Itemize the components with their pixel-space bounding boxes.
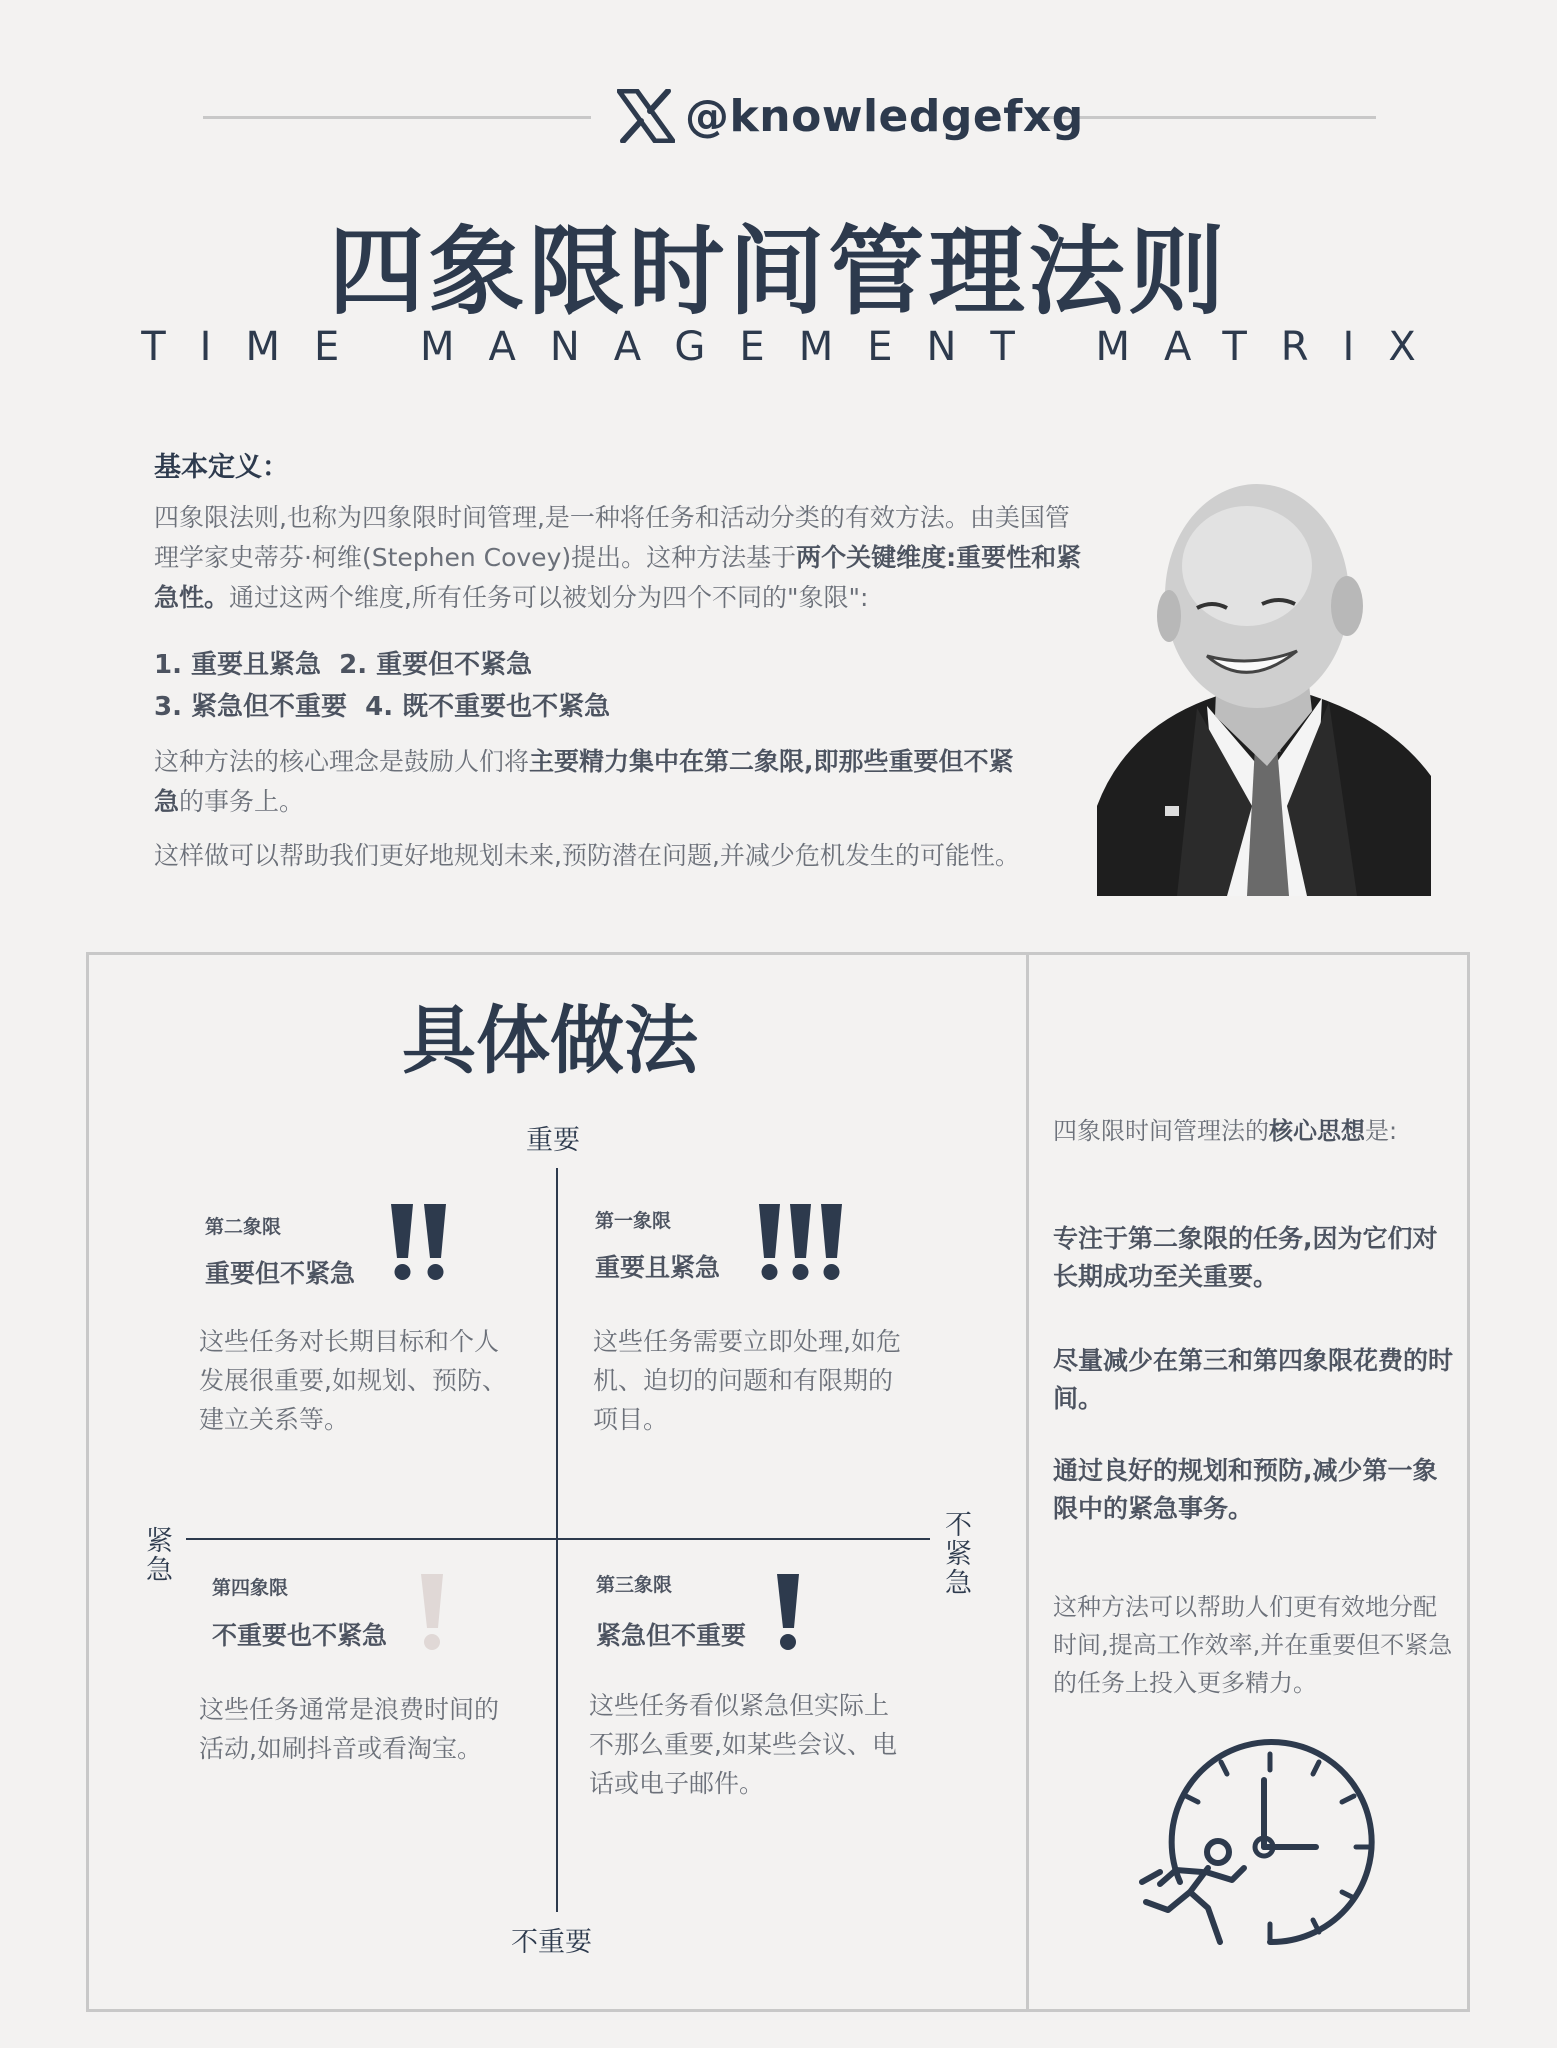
q4-name: 不重要也不紧急 [212, 1621, 388, 1650]
definition-heading: 基本定义： [154, 452, 289, 483]
q1-description: 这些任务需要立即处理,如危机、迫切的问题和有限期的项目。 [593, 1327, 901, 1434]
double-exclamation-icon [388, 1202, 450, 1282]
definition-section [154, 448, 1084, 876]
quadrant-list [154, 644, 1084, 728]
q2-name: 重要但不紧急 [205, 1259, 356, 1288]
axis-label-bottom: 不重要 [511, 1927, 592, 1958]
single-exclamation-icon [774, 1572, 802, 1652]
core-point-3: 通过良好的规划和预防,减少第一象限中的紧急事务。 [1053, 1456, 1438, 1523]
core-text-c: 的事务上。 [179, 787, 305, 816]
intro-text-bold: 核心思想 [1269, 1117, 1365, 1145]
benefit-paragraph: 这样做可以帮助我们更好地规划未来,预防潜在问题,并减少危机发生的可能性。 [154, 841, 1020, 870]
core-point-1: 专注于第二象限的任务,因为它们对长期成功至关重要。 [1053, 1224, 1438, 1291]
core-idea-intro [1053, 1112, 1453, 1150]
quadrant-list-line-2: 3. 紧急但不重要 4. 既不重要也不紧急 [154, 692, 611, 722]
q4-number: 第四象限 [212, 1577, 289, 1599]
core-idea-paragraph [154, 742, 1034, 822]
handle-text: @knowledgefxg [685, 90, 1084, 142]
header-rule-right [1034, 116, 1376, 119]
axis-label-top: 重要 [526, 1125, 580, 1156]
importance-axis [556, 1168, 558, 1912]
social-handle[interactable] [617, 84, 1084, 148]
axis-label-right: 不紧急 [940, 1510, 971, 1597]
q2-number: 第二象限 [205, 1216, 282, 1238]
definition-text-c: 通过这两个维度,所有任务可以被划分为四个不同的"象限": [229, 583, 869, 612]
axis-label-left: 紧急 [141, 1526, 172, 1584]
header-rule-left [203, 116, 591, 119]
core-point-2: 尽量减少在第三和第四象限花费的时间。 [1053, 1346, 1454, 1413]
urgency-axis [186, 1538, 930, 1540]
definition-text-a: 四象限法则,也称为四象限时间管理,是一种将任务和活动分类的有效方法。由美国管理学家史蒂芬·柯维(Stephen Covey)提出。这种方法基于 [154, 503, 1070, 572]
intro-text-c: 是: [1365, 1117, 1398, 1145]
core-text-bold: 主要精力集中在第二象限,即那些重要但不紧急 [154, 747, 1014, 816]
clock-running-person-icon [1120, 1732, 1400, 1962]
summary-text: 这种方法可以帮助人们更有效地分配时间,提高工作效率,并在重要但不紧急的任务上投入更多精力。 [1053, 1593, 1453, 1697]
portrait-image [1097, 476, 1431, 896]
q3-description: 这些任务看似紧急但实际上不那么重要,如某些会议、电话或电子邮件。 [589, 1691, 897, 1798]
section-title: 具体做法 [402, 998, 698, 1084]
q1-name: 重要且紧急 [595, 1253, 721, 1282]
definition-paragraph [154, 498, 1084, 618]
intro-text-a: 四象限时间管理法的 [1053, 1117, 1269, 1145]
faded-exclamation-icon [418, 1572, 446, 1652]
q3-number: 第三象限 [596, 1574, 673, 1596]
panel-divider [1026, 952, 1029, 2012]
core-text-a: 这种方法的核心理念是鼓励人们将 [154, 747, 530, 776]
q3-name: 紧急但不重要 [596, 1621, 747, 1650]
q4-description: 这些任务通常是浪费时间的活动,如刷抖音或看淘宝。 [199, 1695, 500, 1763]
x-logo-icon [617, 89, 675, 143]
page-title: 四象限时间管理法则 [328, 216, 1229, 328]
quadrant-list-line-1: 1. 重要且紧急 2. 重要但不紧急 [154, 650, 533, 680]
q2-description: 这些任务对长期目标和个人发展很重要,如规划、预防、建立关系等。 [199, 1327, 507, 1434]
page-subtitle: TIME MANAGEMENT MATRIX [141, 324, 1450, 370]
triple-exclamation-icon [756, 1202, 846, 1282]
definition-text-bold: 两个关键维度:重要性和紧急性。 [154, 543, 1082, 612]
q1-number: 第一象限 [595, 1210, 672, 1232]
